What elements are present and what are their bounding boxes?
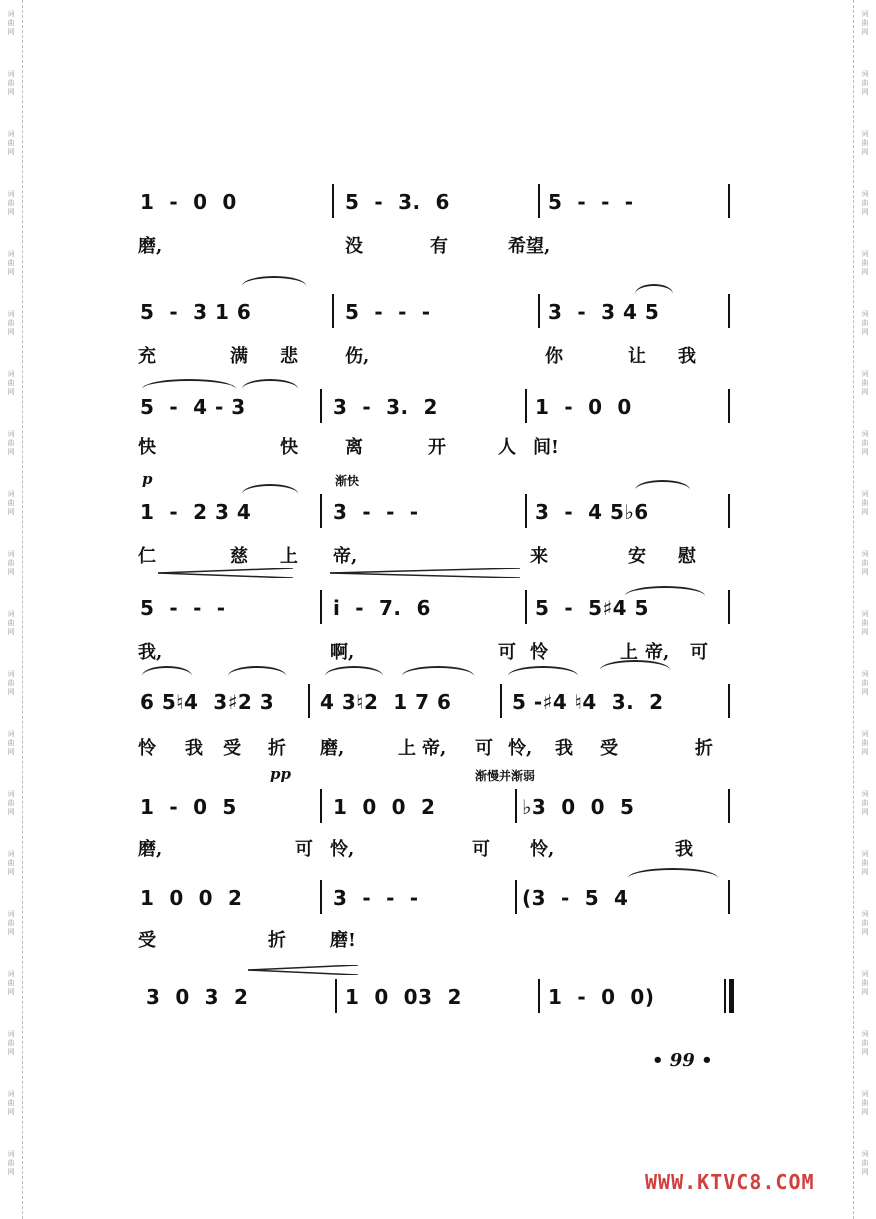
lyric: 可: [475, 738, 493, 759]
notes-measure-1: 1 0 0 2: [140, 886, 243, 910]
lyric: 快: [280, 437, 298, 458]
watermark-char: 词: [7, 1150, 15, 1158]
lyric: 受: [138, 930, 156, 951]
barline: [525, 389, 527, 423]
lyric: 离: [345, 437, 363, 458]
barline: [525, 494, 527, 528]
lyric: 上: [280, 546, 298, 567]
watermark-char: 曲: [861, 618, 869, 627]
lyric: 你: [545, 346, 563, 367]
lyric: 上: [620, 642, 638, 663]
lyric: 怜: [138, 738, 156, 759]
watermark-char: 网: [861, 1047, 869, 1056]
watermark-block: [8, 970, 15, 1020]
watermark-char: 词: [861, 790, 869, 798]
watermark-char: 曲: [7, 1158, 15, 1167]
lyric: 磨!: [330, 930, 356, 951]
lyric: 磨,: [320, 738, 345, 759]
lyric: 有: [430, 236, 448, 257]
notes-measure-2: 4 3♮2 1 7 6: [320, 690, 452, 714]
watermark-char: 词: [7, 550, 15, 558]
watermark-char: 词: [7, 370, 15, 378]
watermark-char: 网: [861, 447, 869, 456]
watermark-char: 网: [7, 1167, 15, 1176]
watermark-char: 网: [861, 807, 869, 816]
slur: [242, 276, 306, 286]
barline: [728, 184, 730, 218]
watermark-char: 网: [7, 387, 15, 396]
barline: [538, 184, 540, 218]
watermark-char: 词: [7, 910, 15, 918]
watermark-char: 网: [7, 807, 15, 816]
watermark-block: [8, 190, 15, 240]
watermark-char: 词: [7, 130, 15, 138]
notes-measure-3: 3 - 3 4 5: [548, 300, 660, 324]
watermark-char: 曲: [7, 318, 15, 327]
watermark-char: 网: [7, 927, 15, 936]
notes-measure-2: 5 - - -: [345, 300, 431, 324]
watermark-char: 曲: [7, 798, 15, 807]
watermark-block: [8, 370, 15, 420]
notes-measure-3: ♭3 0 0 5: [522, 795, 635, 819]
watermark-char: 网: [7, 1107, 15, 1116]
lyric: 啊,: [330, 642, 355, 663]
barline: [332, 184, 334, 218]
score-line-3: [130, 385, 740, 465]
watermark-block: [862, 490, 869, 540]
page-number: • 99 •: [652, 1050, 713, 1071]
watermark-char: 网: [7, 747, 15, 756]
watermark-char: 网: [7, 867, 15, 876]
watermark-char: 曲: [7, 738, 15, 747]
lyric: 让: [628, 346, 646, 367]
watermark-char: 词: [861, 490, 869, 498]
crescendo-hairpin: [158, 568, 293, 578]
watermark-char: 词: [7, 490, 15, 498]
notes-measure-3: 3 - 4 5♭6: [535, 500, 649, 524]
crescendo-hairpin: [330, 568, 520, 578]
notes-measure-2: 3 - - -: [333, 500, 419, 524]
lyric: 我: [678, 346, 696, 367]
lyric: 我: [555, 738, 573, 759]
watermark-char: 词: [861, 730, 869, 738]
watermark-char: 网: [861, 927, 869, 936]
lyric: 没: [345, 236, 363, 257]
watermark-block: [862, 70, 869, 120]
lyric: 上: [398, 738, 416, 759]
lyric: 开: [428, 437, 446, 458]
watermark-char: 网: [861, 327, 869, 336]
watermark-block: [8, 790, 15, 840]
notes-measure-1: 1 - 0 5: [140, 795, 237, 819]
watermark-char: 曲: [861, 198, 869, 207]
lyric: 怜,: [508, 738, 533, 759]
slur: [635, 480, 690, 490]
watermark-block: [8, 70, 15, 120]
watermark-char: 曲: [7, 498, 15, 507]
notes-measure-2: 3 - 3. 2: [333, 395, 438, 419]
watermark-block: [8, 610, 15, 660]
watermark-char: 词: [7, 250, 15, 258]
score-line-5: [130, 570, 740, 663]
watermark-char: 曲: [7, 138, 15, 147]
watermark-char: 曲: [7, 558, 15, 567]
slur: [508, 666, 578, 676]
watermark-block: [8, 490, 15, 540]
dynamic-p: p: [142, 470, 153, 488]
notes-measure-1: 1 - 2 3 4: [140, 500, 252, 524]
slur: [142, 666, 192, 676]
barline: [538, 294, 540, 328]
watermark-char: 网: [861, 147, 869, 156]
watermark-char: 网: [861, 387, 869, 396]
slur: [628, 868, 718, 878]
lyric: 受: [223, 738, 241, 759]
watermark-block: [862, 670, 869, 720]
watermark-block: [8, 1090, 15, 1140]
watermark-block: [8, 730, 15, 780]
watermark-char: 词: [861, 550, 869, 558]
lyric: 我: [675, 839, 693, 860]
notes-measure-3: (3 - 5 4: [522, 886, 629, 910]
watermark-char: 词: [7, 310, 15, 318]
lyric: 折: [268, 930, 286, 951]
barline: [728, 389, 730, 423]
watermark-char: 曲: [7, 78, 15, 87]
barline: [320, 389, 322, 423]
watermark-char: 网: [861, 1167, 869, 1176]
lyric: 怜,: [530, 839, 555, 860]
watermark-block: [8, 1150, 15, 1200]
watermark-block: [862, 130, 869, 180]
score-line-1: [130, 180, 740, 260]
watermark-block: [8, 1030, 15, 1080]
slur: [625, 586, 705, 596]
notes-measure-2: 5 - 3. 6: [345, 190, 450, 214]
watermark-char: 词: [861, 1150, 869, 1158]
site-watermark: WWW.KTVC8.COM: [645, 1170, 815, 1194]
watermark-char: 网: [7, 207, 15, 216]
watermark-char: 曲: [861, 978, 869, 987]
watermark-char: 词: [7, 730, 15, 738]
watermark-char: 网: [7, 147, 15, 156]
watermark-block: [8, 550, 15, 600]
watermark-block: [862, 1150, 869, 1200]
watermark-block: [8, 430, 15, 480]
watermark-char: 词: [861, 130, 869, 138]
barline: [332, 294, 334, 328]
watermark-block: [8, 910, 15, 960]
notes-measure-2: 1 0 0 2: [333, 795, 436, 819]
barline: [728, 294, 730, 328]
tempo-accel: 渐快: [335, 474, 360, 488]
notes-measure-3: 1 - 0 0): [548, 985, 655, 1009]
watermark-char: 网: [861, 687, 869, 696]
notes-measure-3: 5 -♯4 ♮4 3. 2: [512, 690, 664, 714]
watermark-char: 曲: [861, 18, 869, 27]
watermark-block: [862, 10, 869, 60]
watermark-char: 曲: [861, 918, 869, 927]
watermark-char: 词: [861, 10, 869, 18]
lyric: 可: [295, 839, 313, 860]
watermark-char: 词: [7, 970, 15, 978]
lyric: 怜: [530, 642, 548, 663]
lyric: 可: [498, 642, 516, 663]
barline: [515, 789, 517, 823]
final-barline-thin: [724, 979, 726, 1013]
lyric: 快: [138, 437, 156, 458]
watermark-char: 曲: [861, 138, 869, 147]
watermark-char: 词: [861, 310, 869, 318]
lyric: 我: [185, 738, 203, 759]
watermark-char: 曲: [7, 918, 15, 927]
notes-measure-3: 5 - 5♯4 5: [535, 596, 649, 620]
lyric: 伤,: [345, 346, 370, 367]
score-line-4: [130, 470, 740, 567]
slur: [228, 666, 286, 676]
lyric: 慈: [230, 546, 248, 567]
watermark-char: 网: [7, 507, 15, 516]
final-barline-thick: [729, 979, 734, 1013]
watermark-char: 词: [7, 430, 15, 438]
score-line-8: [130, 870, 740, 960]
watermark-char: 曲: [861, 378, 869, 387]
dynamic-pp: pp: [270, 765, 291, 783]
watermark-char: 网: [7, 687, 15, 696]
watermark-char: 词: [7, 610, 15, 618]
notes-measure-1: 1 - 0 0: [140, 190, 237, 214]
watermark-char: 词: [7, 850, 15, 858]
watermark-char: 曲: [861, 1098, 869, 1107]
barline: [728, 789, 730, 823]
lyric: 慰: [678, 546, 696, 567]
notes-measure-2: i - 7. 6: [333, 596, 431, 620]
lyric: 我,: [138, 642, 163, 663]
watermark-char: 词: [861, 370, 869, 378]
watermark-block: [862, 970, 869, 1020]
watermark-char: 词: [7, 190, 15, 198]
watermark-char: 词: [7, 10, 15, 18]
slur: [402, 666, 474, 676]
watermark-char: 网: [861, 87, 869, 96]
lyric: 帝,: [645, 642, 670, 663]
watermark-char: 网: [861, 987, 869, 996]
slur: [635, 284, 673, 294]
lyric: 磨,: [138, 236, 163, 257]
watermark-char: 网: [861, 207, 869, 216]
watermark-char: 词: [7, 70, 15, 78]
notes-measure-2: 1 0 03 2: [345, 985, 462, 1009]
barline: [728, 880, 730, 914]
watermark-char: 词: [861, 670, 869, 678]
watermark-block: [8, 10, 15, 60]
barline: [320, 880, 322, 914]
watermark-char: 曲: [7, 18, 15, 27]
watermark-char: 词: [7, 1030, 15, 1038]
barline: [728, 590, 730, 624]
watermark-char: 词: [861, 850, 869, 858]
watermark-char: 词: [861, 430, 869, 438]
watermark-char: 词: [861, 970, 869, 978]
barline: [320, 789, 322, 823]
watermark-block: [862, 1030, 869, 1080]
lyric: 希望,: [508, 236, 551, 257]
watermark-char: 曲: [861, 678, 869, 687]
lyric: 怜,: [330, 839, 355, 860]
lyric: 可: [690, 642, 708, 663]
lyric: 来: [530, 546, 548, 567]
watermark-char: 网: [861, 567, 869, 576]
watermark-char: 词: [861, 610, 869, 618]
watermark-char: 网: [7, 987, 15, 996]
slur: [325, 666, 383, 676]
lyric: 帝,: [422, 738, 447, 759]
lyric: 帝,: [333, 546, 358, 567]
slur: [242, 484, 298, 494]
watermark-char: 曲: [861, 1158, 869, 1167]
notes-measure-1: 3 0 3 2: [146, 985, 249, 1009]
crescendo-hairpin: [248, 965, 358, 975]
slur: [242, 379, 298, 389]
barline: [335, 979, 337, 1013]
watermark-char: 曲: [7, 258, 15, 267]
watermark-block: [862, 1090, 869, 1140]
watermark-char: 网: [861, 27, 869, 36]
watermark-char: 曲: [7, 858, 15, 867]
watermark-char: 网: [861, 867, 869, 876]
score-line-6: [130, 670, 740, 760]
barline: [538, 979, 540, 1013]
lyric: 折: [268, 738, 286, 759]
watermark-char: 曲: [7, 378, 15, 387]
watermark-char: 网: [7, 267, 15, 276]
watermark-char: 曲: [861, 258, 869, 267]
lyric: 间!: [533, 437, 559, 458]
watermark-char: 曲: [7, 678, 15, 687]
barline: [320, 494, 322, 528]
watermark-block: [8, 850, 15, 900]
barline: [308, 684, 310, 718]
barline: [728, 684, 730, 718]
watermark-char: 曲: [7, 198, 15, 207]
watermark-block: [862, 790, 869, 840]
score-line-7: [130, 765, 740, 860]
watermark-char: 曲: [861, 738, 869, 747]
watermark-char: 曲: [861, 858, 869, 867]
slur: [142, 379, 236, 389]
watermark-char: 词: [861, 1030, 869, 1038]
lyric: 受: [600, 738, 618, 759]
left-margin-watermark: [0, 0, 23, 1219]
lyric: 满: [230, 346, 248, 367]
watermark-char: 网: [7, 27, 15, 36]
watermark-char: 词: [7, 1090, 15, 1098]
watermark-char: 曲: [861, 798, 869, 807]
watermark-block: [8, 310, 15, 360]
watermark-char: 网: [861, 627, 869, 636]
lyric: 人: [498, 437, 516, 458]
notes-measure-1: 5 - - -: [140, 596, 226, 620]
lyric: 仁: [138, 546, 156, 567]
lyric: 悲: [280, 346, 298, 367]
notes-measure-1: 6 5♮4 3♯2 3: [140, 690, 275, 714]
barline: [500, 684, 502, 718]
watermark-char: 网: [7, 627, 15, 636]
watermark-block: [8, 130, 15, 180]
watermark-char: 网: [7, 87, 15, 96]
watermark-char: 词: [861, 250, 869, 258]
barline: [515, 880, 517, 914]
watermark-char: 词: [861, 1090, 869, 1098]
watermark-char: 曲: [861, 498, 869, 507]
watermark-char: 词: [7, 790, 15, 798]
watermark-char: 曲: [7, 618, 15, 627]
barline: [728, 494, 730, 528]
watermark-char: 网: [861, 507, 869, 516]
watermark-block: [8, 250, 15, 300]
tempo-rit: 渐慢并渐弱: [475, 769, 536, 783]
watermark-char: 词: [861, 70, 869, 78]
right-margin-watermark: [853, 0, 876, 1219]
barline: [320, 590, 322, 624]
watermark-char: 网: [861, 747, 869, 756]
score-line-9: [130, 965, 740, 1025]
watermark-char: 网: [7, 567, 15, 576]
lyric: 可: [472, 839, 490, 860]
watermark-char: 词: [861, 910, 869, 918]
watermark-char: 曲: [7, 438, 15, 447]
watermark-char: 网: [7, 447, 15, 456]
notes-measure-3: 5 - - -: [548, 190, 634, 214]
lyric: 磨,: [138, 839, 163, 860]
notes-measure-2: 3 - - -: [333, 886, 419, 910]
lyric: 充: [138, 346, 156, 367]
notes-measure-1: 5 - 4 - 3: [140, 395, 246, 419]
score-line-2: [130, 290, 740, 370]
watermark-char: 曲: [861, 558, 869, 567]
watermark-char: 网: [7, 1047, 15, 1056]
watermark-char: 网: [7, 327, 15, 336]
watermark-char: 曲: [861, 1038, 869, 1047]
notes-measure-3: 1 - 0 0: [535, 395, 632, 419]
watermark-char: 曲: [7, 978, 15, 987]
watermark-block: [862, 370, 869, 420]
watermark-char: 词: [861, 190, 869, 198]
watermark-char: 词: [7, 670, 15, 678]
watermark-char: 曲: [7, 1098, 15, 1107]
watermark-char: 网: [861, 1107, 869, 1116]
watermark-char: 曲: [861, 438, 869, 447]
lyric: 折: [695, 738, 713, 759]
watermark-char: 曲: [7, 1038, 15, 1047]
barline: [525, 590, 527, 624]
watermark-char: 曲: [861, 318, 869, 327]
watermark-char: 网: [861, 267, 869, 276]
watermark-char: 曲: [861, 78, 869, 87]
watermark-block: [8, 670, 15, 720]
notes-measure-1: 5 - 3 1 6: [140, 300, 252, 324]
lyric: 安: [628, 546, 646, 567]
